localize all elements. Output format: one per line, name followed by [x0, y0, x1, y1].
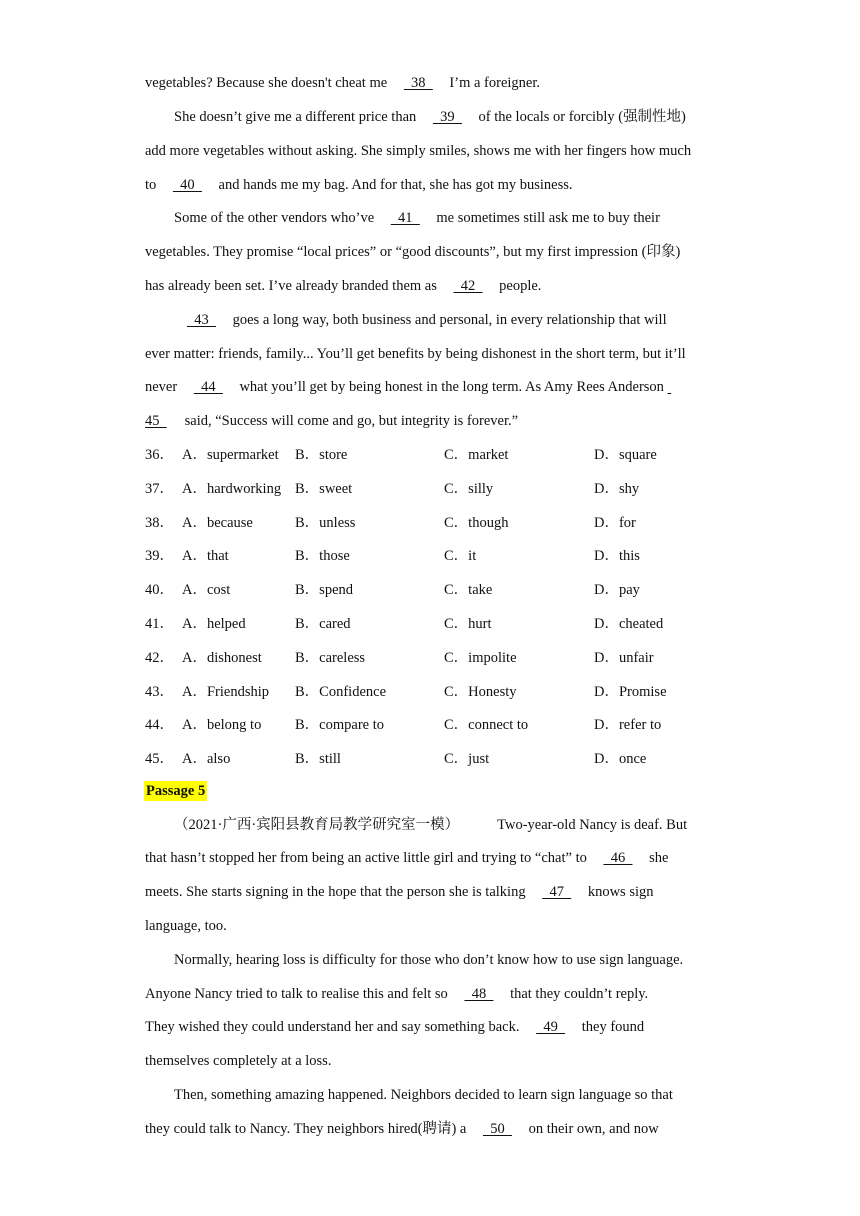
- question-number: 39．: [145, 548, 174, 564]
- question-row: [145, 479, 745, 499]
- blank-44: 44: [193, 379, 223, 395]
- passage5-line-1: （2021·广西·宾阳县教育局教学研究室一模） Two-year-old Nancy is deaf. But: [174, 817, 688, 833]
- option-c: C．just: [444, 751, 490, 767]
- question-number: 37．: [145, 481, 174, 497]
- option-a: A．supermarket: [182, 447, 279, 463]
- passage5-line-6: Anyone Nancy tried to talk to realise this and felt so 48 that they couldn’t reply.: [145, 986, 649, 1002]
- passage4-line-4: to 40 and hands me my bag. And for that, she has got my business.: [145, 177, 573, 193]
- blank-38: 38: [403, 75, 433, 91]
- passage5-line-10: they could talk to Nancy. They neighbors hired(聘请) a 50 on their own, and now: [145, 1121, 659, 1137]
- option-d: D．for: [594, 515, 636, 531]
- option-b: B．spend: [295, 582, 353, 598]
- option-b: B．unless: [295, 515, 356, 531]
- option-a: A．that: [182, 548, 229, 564]
- option-d: D．cheated: [594, 616, 664, 632]
- question-row: [145, 614, 745, 634]
- question-row: [145, 445, 745, 465]
- option-d: D．unfair: [594, 650, 654, 666]
- option-b: B．cared: [295, 616, 351, 632]
- passage5-line-7: They wished they could understand her and say something back. 49 they found: [145, 1019, 645, 1035]
- option-b: B．those: [295, 548, 350, 564]
- option-d: D．refer to: [594, 717, 662, 733]
- option-d: D．this: [594, 548, 640, 564]
- question-number: 38．: [145, 515, 174, 531]
- option-c: C．it: [444, 548, 477, 564]
- option-b: B．Confidence: [295, 684, 387, 700]
- option-b: B．careless: [295, 650, 366, 666]
- passage4-line-8: 43 goes a long way, both business and personal, in every relationship that will: [174, 310, 667, 330]
- option-c: C．take: [444, 582, 493, 598]
- passage4-line-2: She doesn’t give me a different price than 39 of the locals or forcibly (强制性地): [174, 109, 686, 125]
- passage4-line-7: has already been set. I’ve already branded them as 42 people.: [145, 278, 542, 294]
- question-number: 42．: [145, 650, 174, 666]
- blank-48: 48: [464, 986, 494, 1002]
- passage5-line-9: Then, something amazing happened. Neighbors decided to learn sign language so that: [174, 1087, 673, 1103]
- passage4-line-3: add more vegetables without asking. She simply smiles, shows me with her fingers how much: [145, 143, 692, 159]
- option-b: B．compare to: [295, 717, 384, 733]
- passage4-line-1: vegetables? Because she doesn't cheat me 38 I’m a foreigner.: [145, 75, 541, 91]
- option-a: A．also: [182, 751, 231, 767]
- blank-50: 50: [482, 1121, 512, 1137]
- passage4-line-9: ever matter: friends, family... You’ll get benefits by being dishonest in the short term, but it’ll: [145, 346, 686, 362]
- option-c: C．market: [444, 447, 509, 463]
- question-number: 36．: [145, 447, 174, 463]
- source-note: （2021·广西·宾阳县教育局教学研究室一模）: [174, 817, 460, 833]
- option-d: D．shy: [594, 481, 640, 497]
- option-c: C．Honesty: [444, 684, 517, 700]
- passage5-line-4: language, too.: [145, 918, 227, 934]
- question-row: [145, 682, 745, 702]
- passage5-line-3: meets. She starts signing in the hope that the person she is talking 47 knows sign: [145, 884, 654, 900]
- option-a: A．belong to: [182, 717, 262, 733]
- question-number: 44．: [145, 717, 174, 733]
- option-d: D．once: [594, 751, 647, 767]
- passage4-line-11: 45 said, “Success will come and go, but integrity is forever.”: [145, 413, 519, 429]
- option-b: B．sweet: [295, 481, 353, 497]
- passage5-line-8: themselves completely at a loss.: [145, 1053, 332, 1069]
- blank-39: 39: [432, 109, 462, 125]
- option-d: D．pay: [594, 582, 640, 598]
- blank-45-start: [668, 377, 678, 397]
- option-d: D．square: [594, 447, 657, 463]
- blank-47: 47: [542, 884, 572, 900]
- question-row: [145, 513, 745, 533]
- passage-5-heading: Passage 5: [146, 783, 206, 799]
- option-b: B．store: [295, 447, 348, 463]
- question-number: 41．: [145, 616, 174, 632]
- passage5-line-5: Normally, hearing loss is difficulty for those who don’t know how to use sign language.: [174, 952, 684, 968]
- option-a: A．hardworking: [182, 481, 282, 497]
- question-number: 45．: [145, 751, 174, 767]
- option-a: A．because: [182, 515, 253, 531]
- passage4-line-5: Some of the other vendors who’ve 41 me sometimes still ask me to buy their: [174, 210, 660, 226]
- option-c: C．connect to: [444, 717, 529, 733]
- blank-49: 49: [536, 1019, 566, 1035]
- passage5-line-2: that hasn’t stopped her from being an active little girl and trying to “chat” to 46 she: [145, 850, 669, 866]
- passage4-line-10: never 44 what you’ll get by being honest in the long term. As Amy Rees Anderson: [145, 377, 678, 397]
- question-number: 43．: [145, 684, 174, 700]
- question-row: [145, 580, 745, 600]
- blank-45: 45: [145, 413, 167, 429]
- blank-43: 43: [187, 312, 216, 328]
- option-d: D．Promise: [594, 684, 667, 700]
- option-c: C．impolite: [444, 650, 517, 666]
- option-a: A．helped: [182, 616, 246, 632]
- blank-40: 40: [172, 177, 202, 193]
- passage4-line-6: vegetables. They promise “local prices” or “good discounts”, but my first impression (印象): [145, 244, 681, 260]
- question-number: 40．: [145, 582, 174, 598]
- question-row: [145, 546, 745, 566]
- question-row: [145, 648, 745, 668]
- option-c: C．silly: [444, 481, 494, 497]
- option-a: A．Friendship: [182, 684, 269, 700]
- blank-42: 42: [453, 278, 483, 294]
- option-a: A．dishonest: [182, 650, 262, 666]
- blank-46: 46: [603, 850, 633, 866]
- option-c: C．though: [444, 515, 509, 531]
- option-c: C．hurt: [444, 616, 492, 632]
- blank-41: 41: [390, 210, 420, 226]
- question-row: [145, 749, 745, 769]
- option-b: B．still: [295, 751, 341, 767]
- question-row: [145, 715, 745, 735]
- option-a: A．cost: [182, 582, 231, 598]
